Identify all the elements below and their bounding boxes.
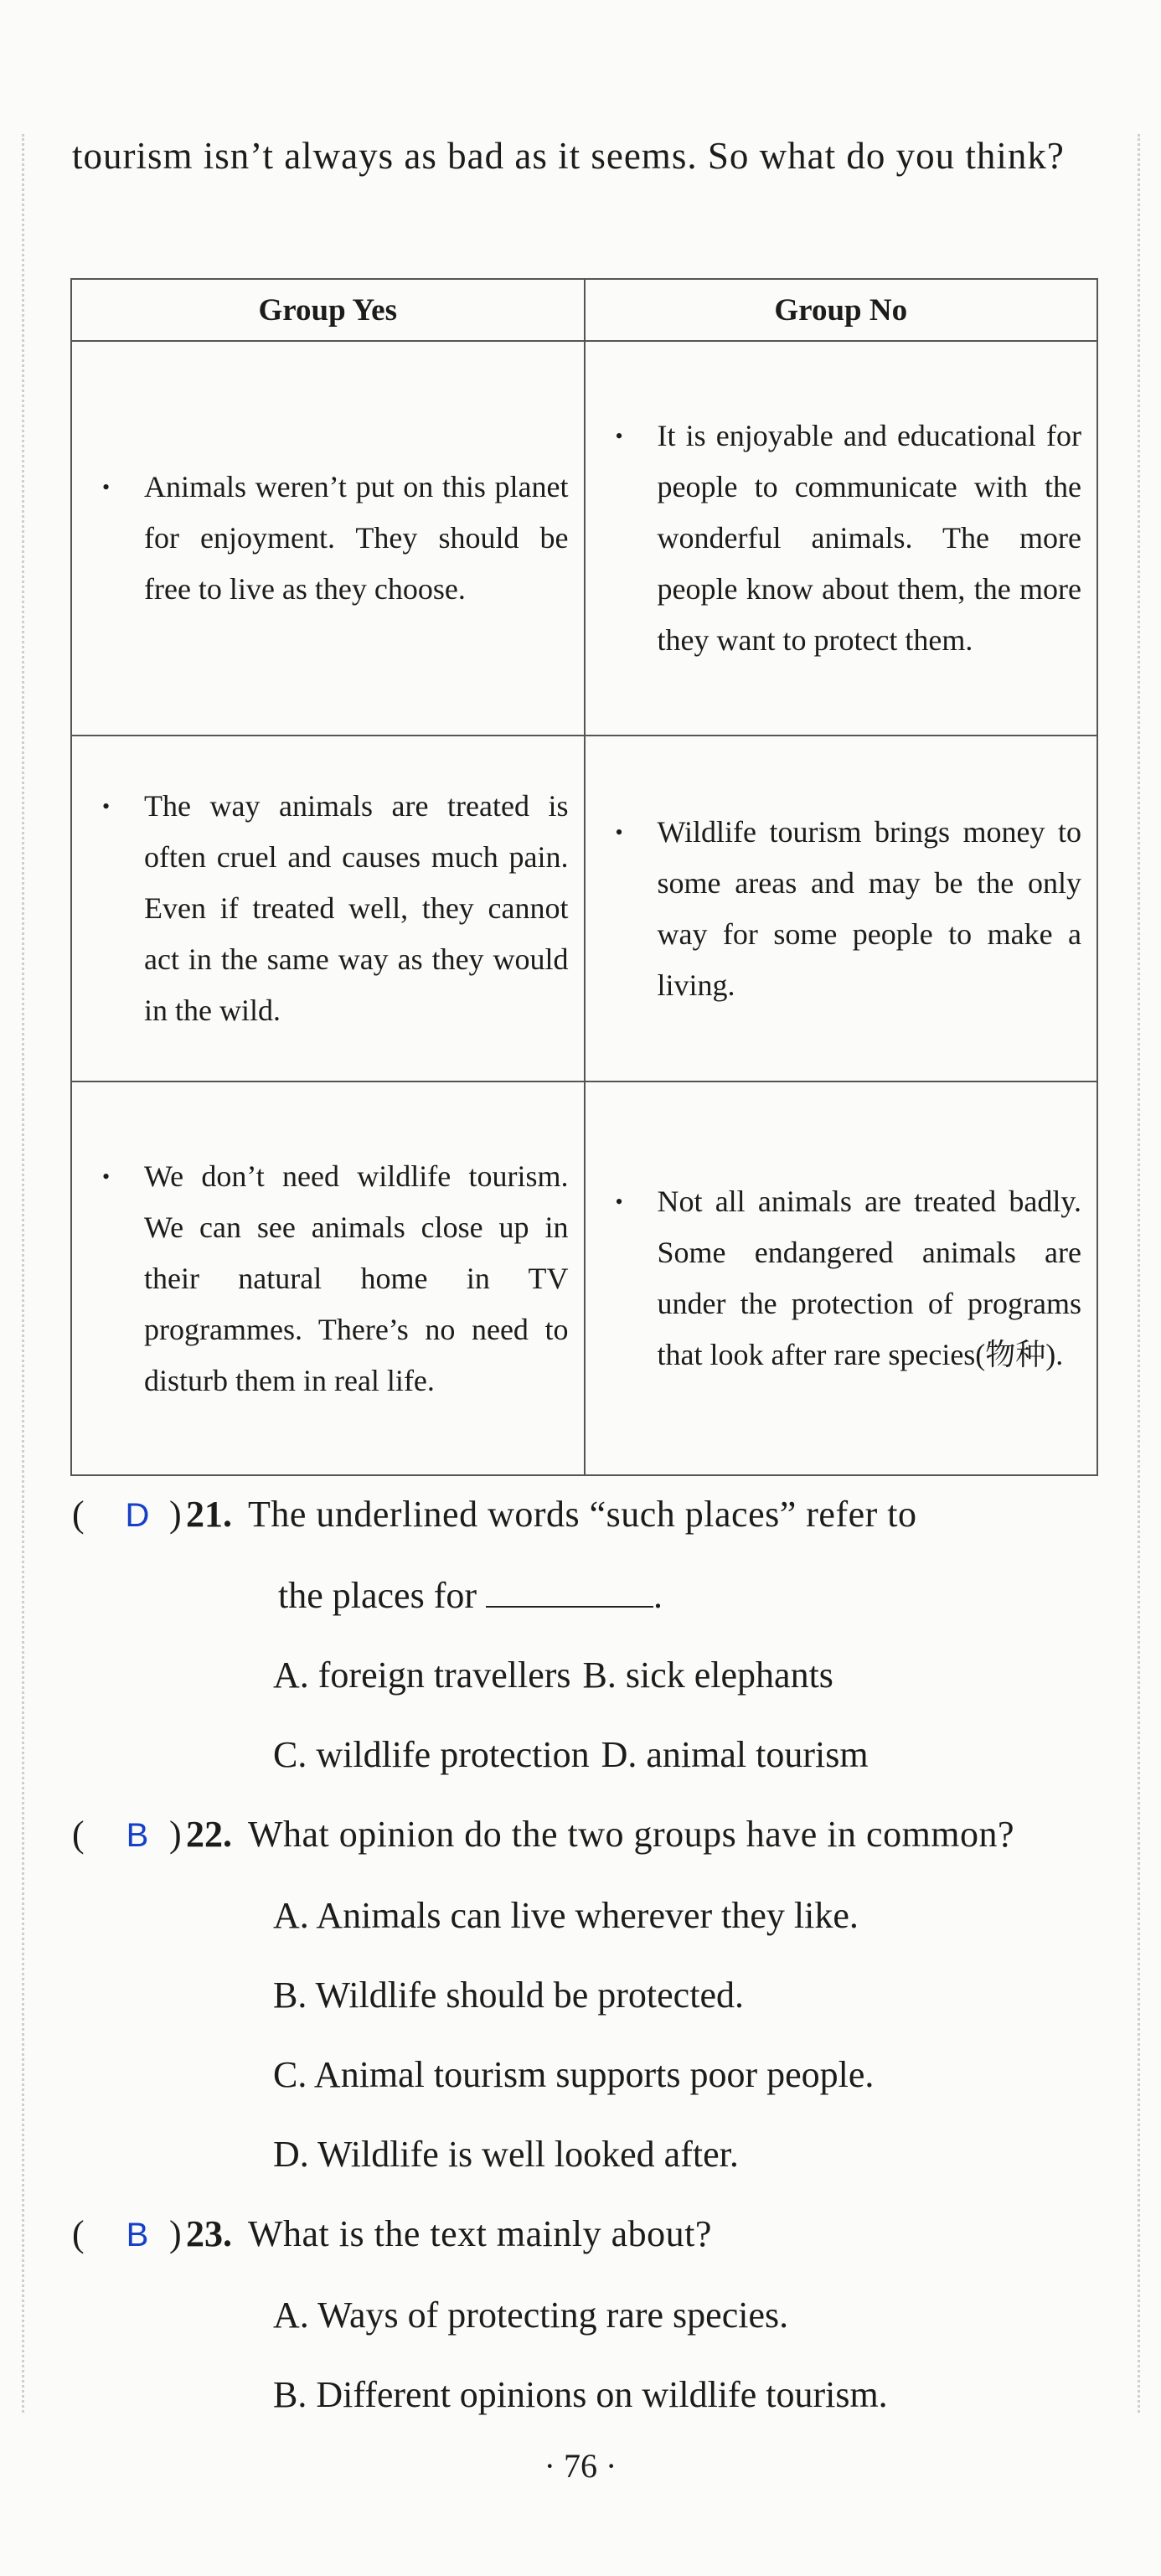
options-22 <box>72 1876 1111 2194</box>
cell-text: We don’t need wildlife tourism. We can see animals close up in their natural home in TV programmes. There’s no need to disturb them in real life. <box>144 1159 569 1397</box>
cell-text: It is enjoyable and educational for people to communicate with the wonderful animals. The more people know about them, the more they want to protect them. <box>657 419 1081 657</box>
cell-no <box>585 1082 1098 1475</box>
bullet-icon: • <box>615 819 623 844</box>
cell-text: Animals weren’t put on this planet for enjoyment. They should be free to live as they choose. <box>144 470 569 606</box>
bullet-icon: • <box>102 794 111 818</box>
question-text: What is the text mainly about? <box>248 2213 712 2254</box>
cell-no <box>585 341 1098 736</box>
table-header-row <box>71 279 1097 341</box>
option-a: A. foreign travellers <box>273 1655 571 1696</box>
options-23 <box>72 2275 1111 2434</box>
option-d: D. animal tourism <box>601 1734 869 1775</box>
question-text: The underlined words “such places” refer to <box>248 1494 917 1535</box>
answer-22: B <box>126 1817 149 1854</box>
question-21 <box>72 1474 1111 1794</box>
paren-close: ) <box>169 2213 182 2254</box>
option-b: B. Different opinions on wildlife tourism. <box>273 2374 888 2415</box>
option-b: B. sick elephants <box>582 1655 833 1696</box>
option-a: A. Animals can live wherever they like. <box>273 1895 859 1936</box>
header-group-no: Group No <box>585 279 1098 341</box>
table-row <box>71 341 1097 736</box>
question-number: 22. <box>186 1814 232 1855</box>
question-text: What opinion do the two groups have in common? <box>248 1814 1015 1855</box>
paren-open: ( <box>72 1814 85 1855</box>
answer-21: D <box>125 1497 150 1534</box>
option-b: B. Wildlife should be protected. <box>273 1975 744 2016</box>
cell-yes <box>71 341 585 736</box>
bullet-icon: • <box>102 1164 111 1189</box>
questions-section <box>72 1474 1111 2434</box>
bullet-icon: • <box>615 424 623 448</box>
table-row <box>71 1082 1097 1475</box>
question-continuation: the places for . <box>278 1575 663 1616</box>
page-number: · 76 · <box>544 2447 617 2485</box>
bullet-icon: • <box>102 475 111 499</box>
cell-text: The way animals are treated is often cruel and causes much pain. Even if treated well, they cannot act in the same way as they would in the wild. <box>144 789 569 1027</box>
paren-close: ) <box>169 1494 182 1535</box>
question-number: 23. <box>186 2213 232 2254</box>
paren-close: ) <box>169 1814 182 1855</box>
cell-yes <box>71 1082 585 1475</box>
cell-no <box>585 736 1098 1082</box>
option-c: C. wildlife protection <box>273 1734 590 1775</box>
right-margin-dotted-line <box>1138 134 1140 2413</box>
cell-text: Not all animals are treated badly. Some endangered animals are under the protection of programs that look after rare species(物种). <box>657 1185 1081 1371</box>
option-d: D. Wildlife is well looked after. <box>273 2134 739 2175</box>
header-group-yes: Group Yes <box>71 279 585 341</box>
paren-open: ( <box>72 1494 85 1535</box>
opinion-table <box>70 278 1098 1476</box>
question-22 <box>72 1794 1111 2194</box>
question-number: 21. <box>186 1494 232 1535</box>
options-21 <box>72 1635 1111 1794</box>
answer-23: B <box>126 2217 149 2253</box>
cell-text: Wildlife tourism brings money to some areas and may be the only way for some people to make a living. <box>657 814 1081 1002</box>
table-row <box>71 736 1097 1082</box>
bullet-icon: • <box>615 1190 623 1214</box>
paren-open: ( <box>72 2213 85 2254</box>
cell-yes <box>71 736 585 1082</box>
question-23 <box>72 2194 1111 2434</box>
option-c: C. Animal tourism supports poor people. <box>273 2054 875 2095</box>
answer-blank <box>486 1581 653 1608</box>
left-margin-dotted-line <box>22 134 24 2413</box>
option-a: A. Ways of protecting rare species. <box>273 2295 789 2336</box>
intro-paragraph: tourism isn’t always as bad as it seems. So what do you think? <box>72 135 1065 177</box>
